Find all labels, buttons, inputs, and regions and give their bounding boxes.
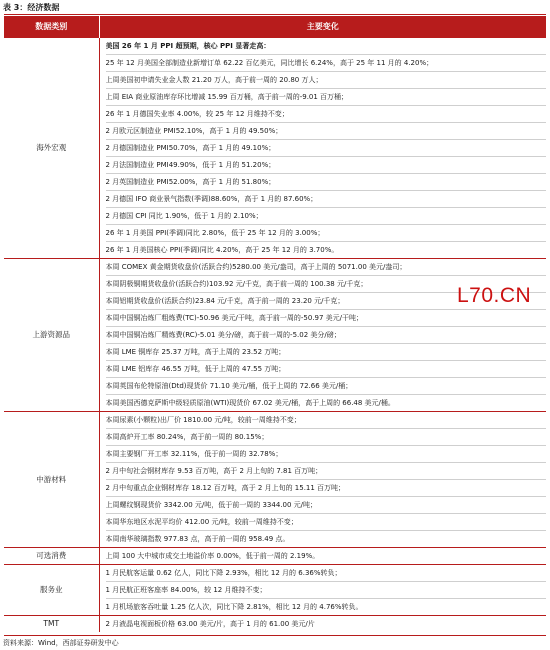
list-item: 2 月德国 CPI 同比 1.90%，低于 1 月的 2.10%； bbox=[106, 208, 547, 225]
list-item: 2 月德国 IFO 商业景气指数(季调)88.60%，高于 1 月的 87.60%； bbox=[106, 191, 547, 208]
changes-cell bbox=[99, 616, 546, 633]
list-item: 1 月机场旅客吞吐量 1.25 亿人次，同比下降 2.81%，相比 12 月的 4.76%转负。 bbox=[105, 603, 363, 611]
source-note: 资料来源：Wind，西部证券研发中心 bbox=[3, 639, 119, 647]
table-row bbox=[4, 565, 546, 616]
list-item: 2 月法国制造业 PMI49.90%，低于 1 月的 51.20%； bbox=[106, 157, 547, 174]
category-cell: 海外宏观 bbox=[4, 38, 99, 259]
list-item: 本周华东地区水泥平均价 412.00 元/吨，较前一周维持不变； bbox=[106, 514, 547, 531]
list-item: 本周尿素(小颗粒)出厂价 1810.00 元/吨，较前一周维持不变； bbox=[106, 412, 547, 429]
list-item: 本周美国西德克萨斯中级轻质原油(WTI)现货价 67.02 美元/桶，高于上周的 66.48 美元/桶。 bbox=[105, 399, 395, 407]
table-row bbox=[4, 38, 546, 259]
header-category: 数据类别 bbox=[4, 16, 99, 38]
list-item: 本周中国铜冶炼厂精炼费(RC)-5.01 美分/磅，高于前一周的-5.02 美分/磅； bbox=[106, 327, 547, 344]
list-item: 2 月中旬重点企业钢材库存 18.12 百万吨，高于 2 月上旬的 15.11 百万吨； bbox=[106, 480, 547, 497]
header-changes: 主要变化 bbox=[99, 16, 546, 38]
category-cell: 服务业 bbox=[4, 565, 99, 616]
list-item: 本周铝期货收盘价(活跃合约)23.84 元/千克，高于前一周的 23.20 元/千克； bbox=[106, 293, 547, 310]
list-item: 26 年 1 月美国核心 PPI(季调)同比 4.20%，高于 25 年 12 月的 3.70%。 bbox=[105, 246, 339, 254]
changes-list bbox=[106, 259, 547, 411]
list-item: 上周螺纹钢现货价 3342.00 元/吨，低于前一周的 3344.00 元/吨； bbox=[106, 497, 547, 514]
caption-divider bbox=[4, 14, 546, 15]
list-item: 上周 100 大中城市成交土地溢价率 0.00%，低于前一周的 2.19%。 bbox=[105, 552, 320, 560]
list-item: 2 月欧元区制造业 PMI52.10%，高于 1 月的 49.50%； bbox=[106, 123, 547, 140]
changes-list bbox=[106, 565, 547, 615]
list-item: 25 年 12 月美国全部制造业新增订单 62.22 百亿美元，同比增长 6.24%，高于 25 年 11 月的 4.20%； bbox=[106, 55, 547, 72]
table-header-row bbox=[4, 16, 546, 38]
list-item: 本周主要钢厂开工率 32.11%，低于前一周的 32.78%； bbox=[106, 446, 547, 463]
changes-cell bbox=[99, 412, 546, 548]
changes-cell bbox=[99, 259, 546, 412]
list-item: 上周 EIA 商业原油库存环比增减 15.99 百万桶，高于前一周的-9.01 百万桶； bbox=[106, 89, 547, 106]
section-headline: 美国 26 年 1 月 PPI 超预期，核心 PPI 显著走高： bbox=[106, 38, 547, 55]
changes-list bbox=[106, 412, 547, 547]
economic-data-table bbox=[4, 16, 546, 632]
list-item: 本周 COMEX 黄金期货收盘价(活跃合约)5280.00 美元/盎司，高于上周的 5071.00 美元/盎司； bbox=[106, 259, 547, 276]
changes-list bbox=[106, 38, 547, 258]
changes-list bbox=[106, 548, 547, 564]
table-row bbox=[4, 412, 546, 548]
list-item: 本周高炉开工率 80.24%，高于前一周的 80.15%； bbox=[106, 429, 547, 446]
changes-cell bbox=[99, 548, 546, 565]
watermark-logo: L70.CN bbox=[457, 284, 532, 307]
list-item: 本周中国铜冶炼厂粗炼费(TC)-50.96 美元/干吨，高于前一周的-50.97 美元/干吨； bbox=[106, 310, 547, 327]
category-cell: 上游资源品 bbox=[4, 259, 99, 412]
table-row bbox=[4, 259, 546, 412]
list-item: 本周南华玻璃指数 977.83 点，高于前一周的 958.49 点。 bbox=[105, 535, 290, 543]
list-item: 上周美国初申请失业金人数 21.20 万人，高于前一周的 20.80 万人； bbox=[106, 72, 547, 89]
list-item: 本周 LME 铝库存 46.55 万吨，低于上周的 47.55 万吨； bbox=[106, 361, 547, 378]
list-item: 本周 LME 铜库存 25.37 万吨，高于上周的 23.52 万吨； bbox=[106, 344, 547, 361]
table-row bbox=[4, 548, 546, 565]
table-caption: 表 3：经济数据 bbox=[3, 3, 60, 12]
list-item: 26 年 1 月美国 PPI(季调)同比 2.80%，低于 25 年 12 月的 3.00%； bbox=[106, 225, 547, 242]
list-item: 26 年 1 月德国失业率 4.00%，较 25 年 12 月维持不变； bbox=[106, 106, 547, 123]
list-item: 2 月英国制造业 PMI52.00%，高于 1 月的 51.80%； bbox=[106, 174, 547, 191]
category-cell: TMT bbox=[4, 616, 99, 633]
list-item: 2 月德国制造业 PMI50.70%，高于 1 月的 49.10%； bbox=[106, 140, 547, 157]
list-item: 本周阴极铜期货收盘价(活跃合约)103.92 元/千克，高于前一周的 100.38 元/千克； bbox=[106, 276, 547, 293]
changes-cell bbox=[99, 38, 546, 259]
list-item: 2 月液晶电视面板价格 63.00 美元/片，高于 1 月的 61.00 美元/片 bbox=[105, 620, 315, 628]
category-cell: 可选消费 bbox=[4, 548, 99, 565]
changes-list bbox=[106, 616, 547, 632]
table-body bbox=[4, 38, 546, 633]
changes-cell bbox=[99, 565, 546, 616]
list-item: 2 月中旬社会钢材库存 9.53 百万吨，高于 2 月上旬的 7.81 百万吨； bbox=[106, 463, 547, 480]
list-item: 1 月民航客运量 0.62 亿人，同比下降 2.93%，相比 12 月的 6.36%转负； bbox=[106, 565, 547, 582]
bottom-divider bbox=[4, 635, 546, 636]
category-cell: 中游材料 bbox=[4, 412, 99, 548]
table-row bbox=[4, 616, 546, 633]
list-item: 1 月民航正班客座率 84.00%，较 12 月维持不变； bbox=[106, 582, 547, 599]
list-item: 本周英国布伦特原油(Dtd)现货价 71.10 美元/桶，低于上周的 72.66 美元/桶； bbox=[106, 378, 547, 395]
